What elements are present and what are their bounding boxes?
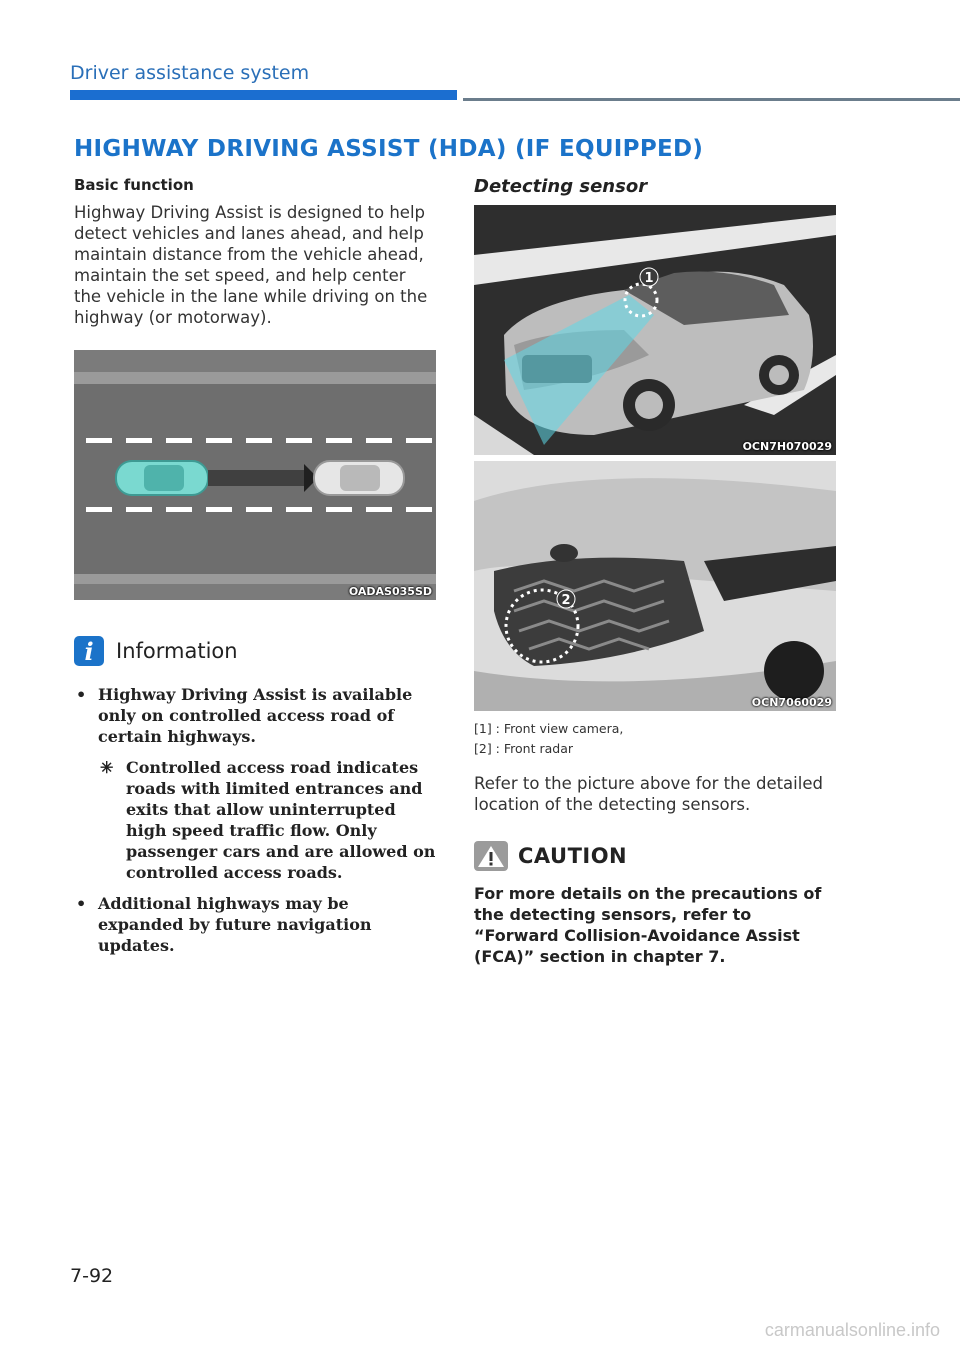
detecting-sensor-heading: Detecting sensor	[474, 176, 648, 197]
lead-car-icon	[314, 461, 404, 495]
marker-1: 1	[644, 271, 654, 286]
information-header	[74, 636, 436, 666]
caution-title: CAUTION	[518, 844, 628, 868]
radar-figure	[474, 461, 836, 711]
asterisk-icon: ✳	[100, 758, 114, 777]
note: ✳ Controlled access road indicates roads with limited entrances and exits that allow uninterrupted high speed traffic flow. Only passenger cars and are allowed on controlled access roads.	[100, 758, 436, 882]
marker-2: 2	[561, 593, 571, 608]
caution-header	[474, 841, 836, 871]
basic-function-body: Highway Driving Assist is designed to help detect vehicles and lanes ahead, and help maintain distance from the vehicle ahead, maintain the set speed, and help center the vehicle in the lane while driving on the highway (or motorway).	[74, 203, 428, 327]
basic-function-heading: Basic function	[74, 176, 194, 194]
hda-diagram-figure	[74, 350, 436, 600]
header-rule-gray	[463, 98, 960, 101]
own-car-icon	[116, 461, 208, 495]
lane-dashes-bottom	[86, 507, 432, 512]
following-distance-bar	[208, 470, 306, 486]
caption-1: [1] : Front view camera,	[474, 721, 624, 736]
information-title: Information	[116, 639, 238, 663]
information-list	[74, 684, 436, 956]
caution-body: For more details on the precautions of the detecting sensors, refer to “Forward Collision-Avoidance Assist (FCA)” section in chapter 7.	[474, 884, 822, 966]
right-column	[474, 176, 836, 967]
figure-code: OADAS035SD	[348, 585, 432, 598]
caption-2: [2] : Front radar	[474, 741, 573, 756]
lane-dashes-top	[86, 438, 432, 443]
list-item: • Additional highways may be expanded by future navigation updates.	[74, 893, 436, 956]
camera-figure	[474, 205, 836, 455]
figure-code: OCN7H070029	[742, 440, 832, 453]
watermark: carmanualsonline.info	[764, 1320, 940, 1340]
section-title: HIGHWAY DRIVING ASSIST (HDA) (IF EQUIPPED)	[74, 136, 704, 162]
detecting-sensor-body: Refer to the picture above for the detailed location of the detecting sensors.	[474, 774, 823, 814]
running-header: Driver assistance system	[70, 62, 310, 84]
header-rule-blue	[70, 90, 457, 100]
camera-illustration	[474, 205, 836, 455]
figure-code: OCN7060029	[751, 696, 832, 709]
page-number: 7-92	[70, 1265, 114, 1287]
info-icon: i	[74, 636, 104, 666]
figure-captions	[474, 719, 836, 759]
warning-icon	[474, 841, 508, 871]
list-item: • Highway Driving Assist is available only on controlled access road of certain highways. ✳ Controlled access road indicates roads with limited entrances and exits that allow uninterrupted high speed traffic flow. Only passenger cars and are allowed on controlled access roads.	[74, 684, 436, 883]
radar-illustration	[474, 461, 836, 711]
left-column	[74, 176, 436, 966]
hda-diagram	[74, 350, 436, 600]
